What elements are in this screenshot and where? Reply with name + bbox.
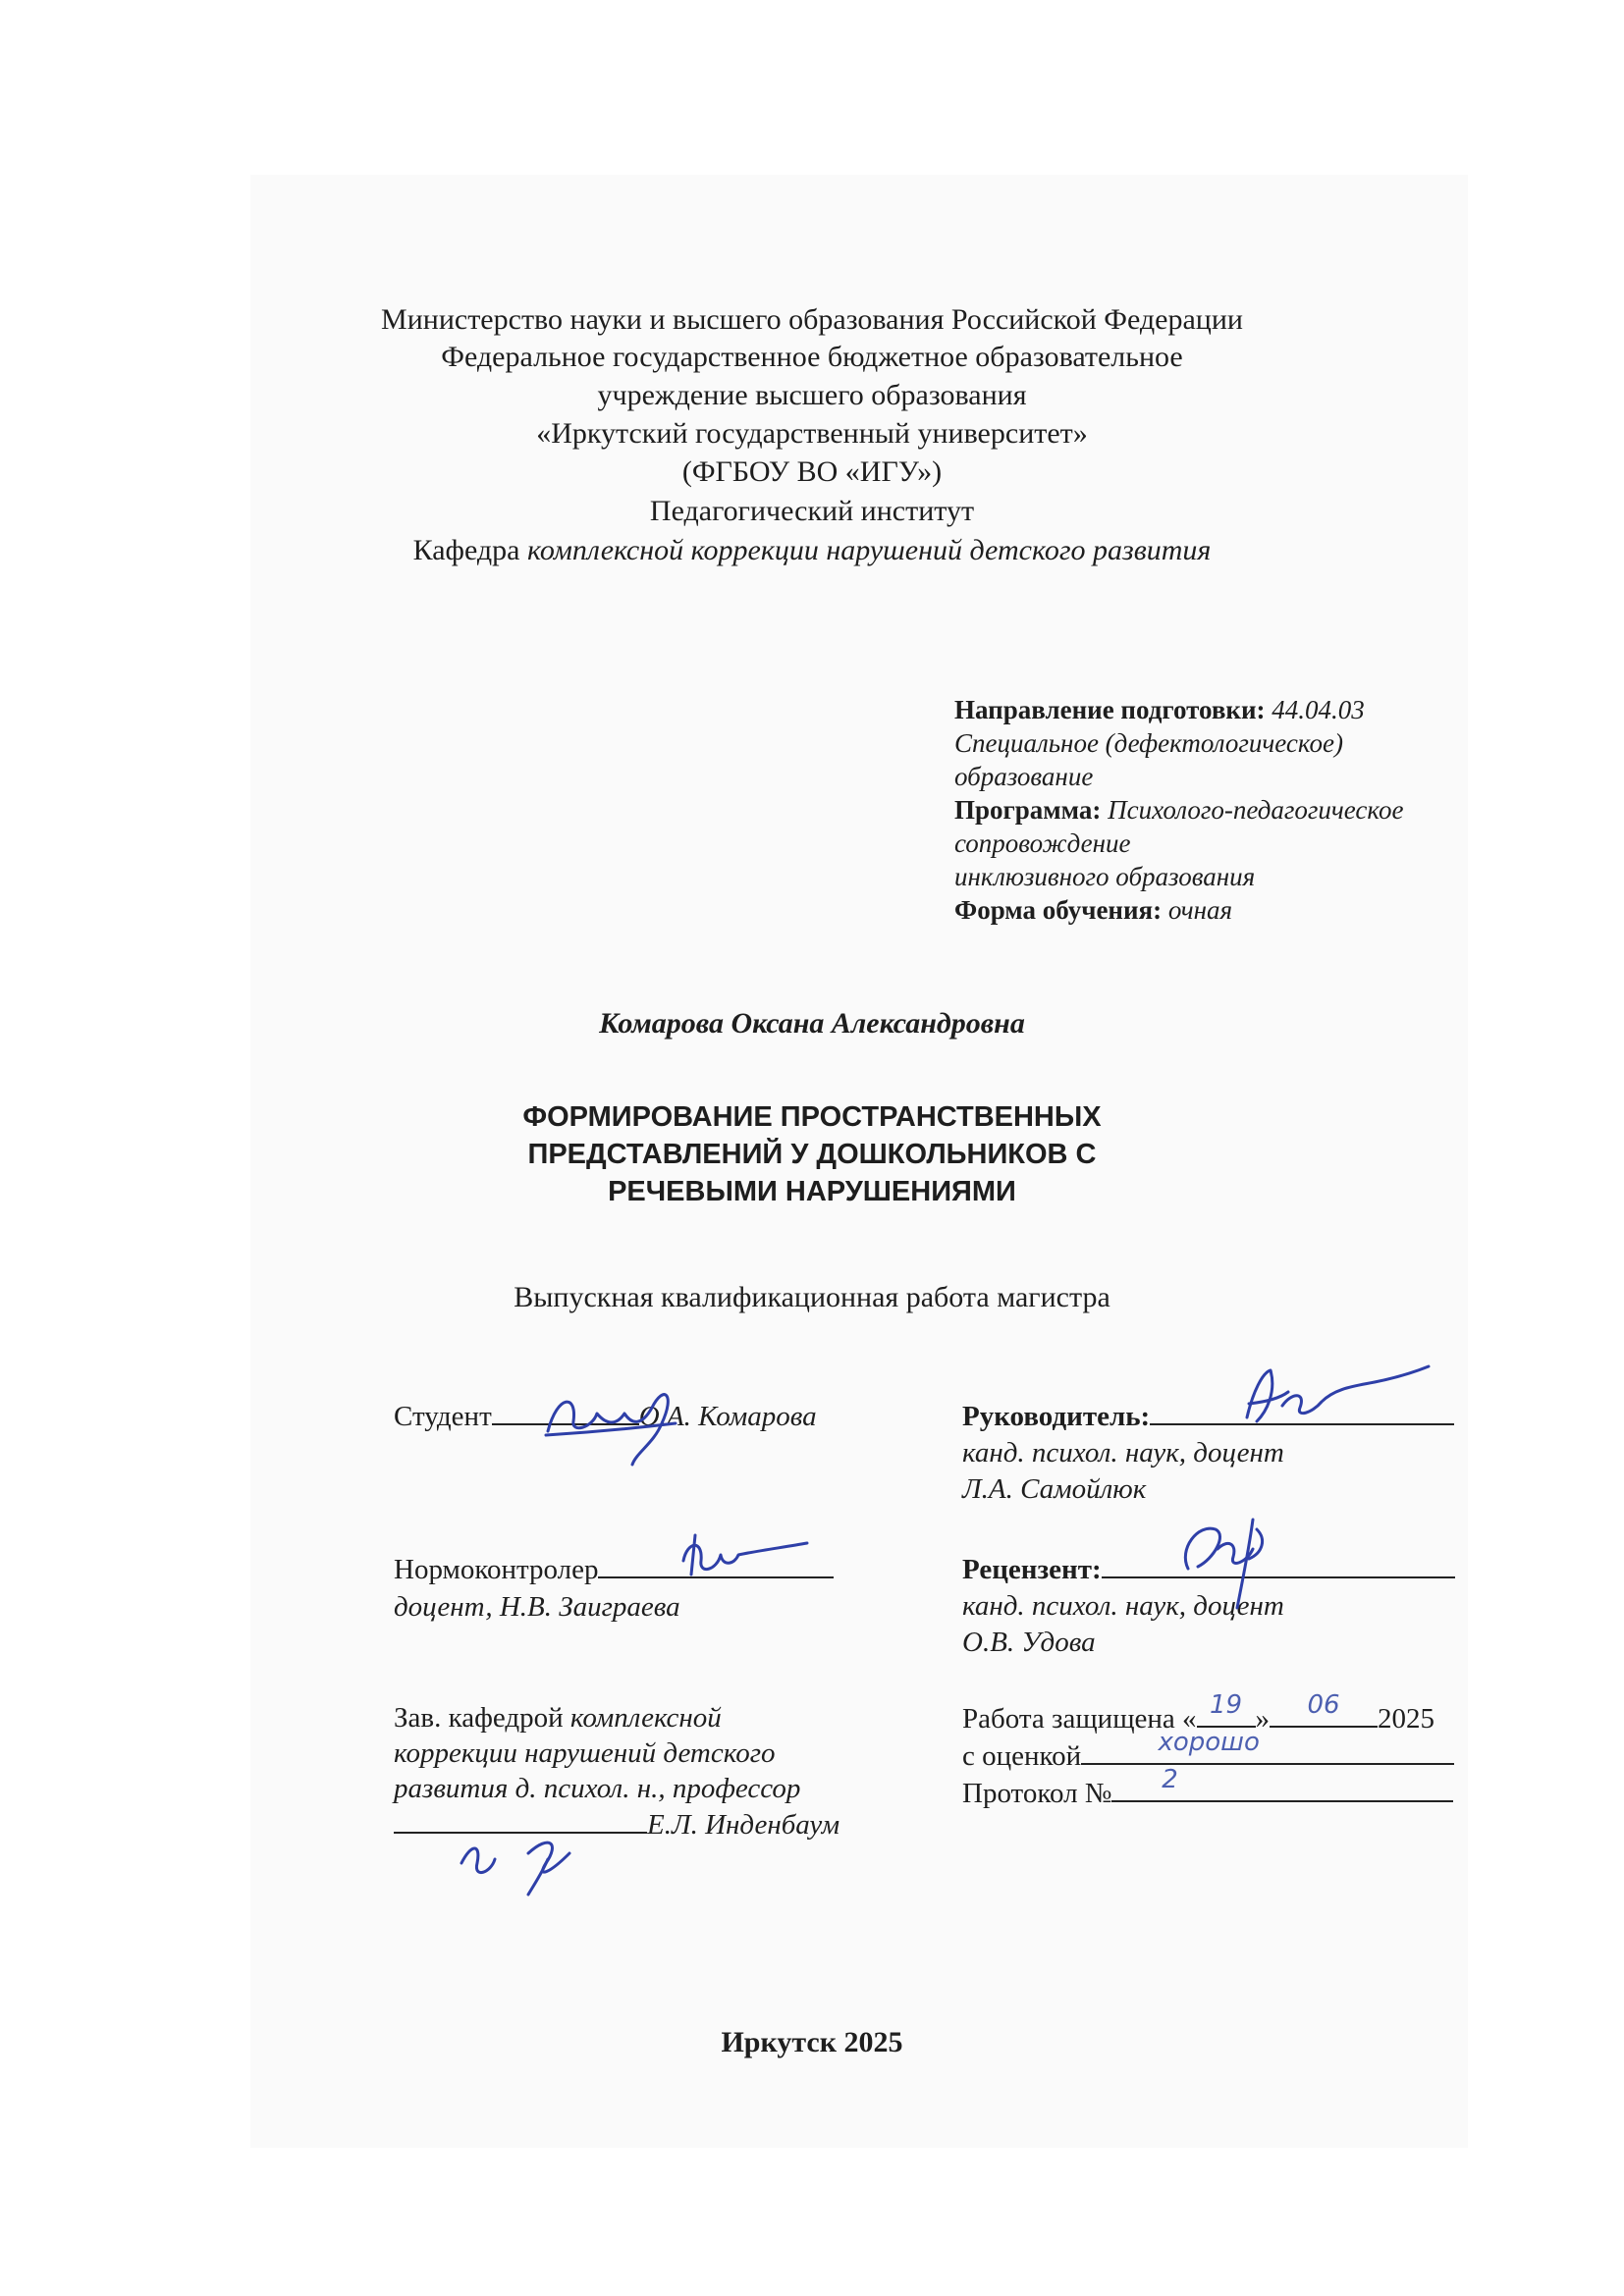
work-type: Выпускная квалификационная работа магистра bbox=[514, 1281, 1110, 1313]
reviewer-degree: канд. психол. наук, доцент bbox=[962, 1590, 1284, 1622]
reviewer-label: Рецензент: bbox=[962, 1554, 1102, 1585]
protocol-field bbox=[1111, 1765, 1453, 1802]
program-name-line-2: сопровождение bbox=[954, 828, 1131, 858]
supervisor-name: Л.А. Самойлюк bbox=[962, 1473, 1147, 1505]
thesis-title-line-2: ПРЕДСТАВЛЕНИЙ У ДОШКОЛЬНИКОВ С bbox=[527, 1139, 1097, 1170]
form-value: очная bbox=[1162, 895, 1233, 925]
program-label: Программа: bbox=[954, 795, 1102, 825]
defense-month: 06 bbox=[1307, 1690, 1340, 1720]
defense-block bbox=[962, 1690, 1454, 1812]
grade-label: с оценкой bbox=[962, 1740, 1082, 1772]
author-name: Комарова Оксана Александровна bbox=[599, 1007, 1025, 1040]
student-name: О.А. Комарова bbox=[638, 1401, 817, 1432]
direction-code: 44.04.03 bbox=[1265, 695, 1365, 724]
defense-month-field bbox=[1270, 1690, 1378, 1728]
defense-day-field bbox=[1197, 1690, 1256, 1728]
head-signature bbox=[452, 1824, 599, 1897]
university-abbr: (ФГБОУ ВО «ИГУ») bbox=[681, 455, 943, 488]
program-name-line-1: Психолого-педагогическое bbox=[1101, 795, 1404, 825]
defense-year: 2025 bbox=[1378, 1703, 1435, 1735]
institution-type-line: Федеральное государственное бюджетное образовательное bbox=[441, 341, 1183, 373]
head-dept-line-2: коррекции нарушений детского bbox=[394, 1737, 776, 1769]
form-label: Форма обучения: bbox=[954, 895, 1163, 925]
head-dept-line-3: развития д. психол. н., профессор bbox=[394, 1773, 801, 1804]
protocol-label: Протокол № bbox=[962, 1778, 1112, 1809]
university-name: «Иркутский государственный университет» bbox=[536, 417, 1088, 450]
ministry-line: Министерство науки и высшего образования Российской Федерации bbox=[381, 303, 1243, 336]
head-label: Зав. кафедрой bbox=[394, 1702, 570, 1734]
normcontrol-person: доцент, Н.В. Заиграева bbox=[394, 1591, 680, 1623]
city-year: Иркутск 2025 bbox=[721, 2026, 903, 2058]
reviewer-name: О.В. Удова bbox=[962, 1627, 1096, 1658]
department-name: комплексной коррекции нарушений детского развития bbox=[526, 534, 1212, 566]
direction-name-line-2: образование bbox=[954, 762, 1094, 791]
institute-name: Педагогический институт bbox=[649, 495, 975, 527]
protocol-value: 2 bbox=[1162, 1765, 1178, 1794]
thesis-title-line-1: ФОРМИРОВАНИЕ ПРОСТРАНСТВЕННЫХ bbox=[522, 1101, 1102, 1133]
direction-label: Направление подготовки: bbox=[954, 695, 1266, 724]
program-name-line-3: инклюзивного образования bbox=[954, 862, 1256, 891]
supervisor-signature bbox=[1227, 1362, 1434, 1441]
head-block bbox=[394, 1700, 839, 1842]
grade-field bbox=[1081, 1728, 1454, 1765]
institution-level-line: учреждение высшего образования bbox=[597, 379, 1027, 411]
reviewer-signature bbox=[1159, 1510, 1286, 1628]
head-dept-line-1: комплексной bbox=[569, 1702, 722, 1734]
thesis-title-line-3: РЕЧЕВЫМИ НАРУШЕНИЯМИ bbox=[608, 1176, 1016, 1207]
supervisor-degree: канд. психол. наук, доцент bbox=[962, 1437, 1284, 1468]
supervisor-label: Руководитель: bbox=[962, 1401, 1151, 1432]
grade-value: хорошо bbox=[1158, 1728, 1260, 1757]
department-line bbox=[0, 533, 1624, 568]
direction-block bbox=[954, 693, 1404, 927]
defense-quote: » bbox=[1255, 1703, 1271, 1735]
department-prefix: Кафедра bbox=[412, 534, 527, 566]
normcontrol-signature bbox=[677, 1531, 815, 1590]
student-signature bbox=[538, 1374, 685, 1463]
student-label: Студент bbox=[394, 1401, 492, 1432]
defense-label: Работа защищена « bbox=[962, 1703, 1197, 1735]
head-name: Е.Л. Инденбаум bbox=[647, 1809, 840, 1841]
defense-day: 19 bbox=[1210, 1690, 1243, 1720]
normcontrol-label: Нормоконтролер bbox=[394, 1554, 599, 1585]
direction-name-line-1: Специальное (дефектологическое) bbox=[954, 728, 1343, 758]
